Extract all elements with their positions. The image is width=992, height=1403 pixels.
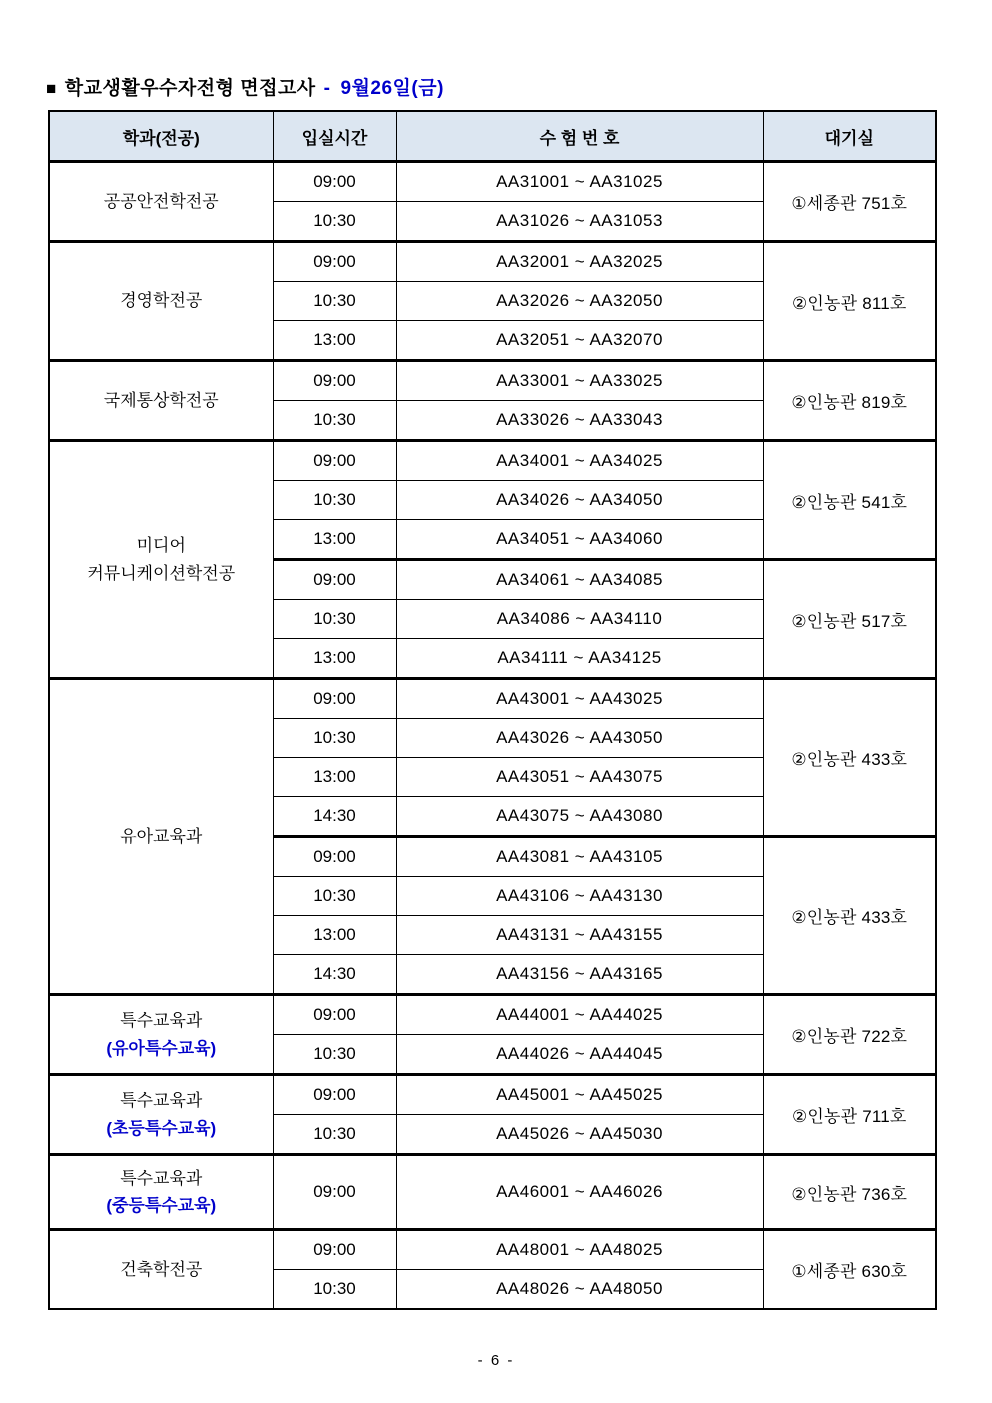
department-subtrack-label: (유아특수교육) [106,1038,217,1058]
entry-time-cell: 09:00 [273,242,396,282]
examinee-number-range-cell: AA43081 ~ AA43105 [396,837,763,877]
waiting-room-cell: ②인농관 433호 [763,679,936,837]
examinee-number-range-cell: AA43001 ~ AA43025 [396,679,763,719]
examinee-number-range-cell: AA34111 ~ AA34125 [396,639,763,679]
examinee-number-range-cell: AA32001 ~ AA32025 [396,242,763,282]
department-name-label: 건축학전공 [120,1259,203,1279]
entry-time-cell: 13:00 [273,321,396,361]
examinee-number-range-cell: AA32026 ~ AA32050 [396,282,763,321]
interview-schedule-table [48,110,937,1310]
entry-time-cell: 14:30 [273,797,396,837]
entry-time-cell: 09:00 [273,995,396,1035]
entry-time-cell: 14:30 [273,955,396,995]
entry-time-cell: 09:00 [273,560,396,600]
department-name-label: 커뮤니케이션학전공 [87,563,236,583]
department-cell [49,441,273,679]
schedule-row [49,242,936,282]
title-separator: - [323,78,331,99]
examinee-number-range-cell: AA45001 ~ AA45025 [396,1075,763,1115]
department-cell [49,162,273,242]
department-cell [49,1230,273,1310]
waiting-room-cell: ②인농관 722호 [763,995,936,1075]
examinee-number-range-cell: AA33001 ~ AA33025 [396,361,763,401]
examinee-number-range-cell: AA31001 ~ AA31025 [396,162,763,202]
department-subtrack-label: (중등특수교육) [106,1196,217,1215]
department-name-label: 국제통상학전공 [103,390,219,410]
waiting-room-cell: ②인농관 433호 [763,837,936,995]
table-header-row [49,111,936,162]
schedule-row [49,679,936,719]
entry-time-cell: 09:00 [273,837,396,877]
department-name-label: 유아교육과 [120,826,203,846]
examinee-number-range-cell: AA31026 ~ AA31053 [396,202,763,242]
waiting-room-cell: ②인농관 541호 [763,441,936,560]
header-waiting-room: 대기실 [763,111,936,162]
department-cell [49,679,273,995]
entry-time-cell: 13:00 [273,758,396,797]
table-body [49,162,936,1310]
examinee-number-range-cell: AA45026 ~ AA45030 [396,1115,763,1155]
department-name-label: 공공안전학전공 [103,191,219,211]
entry-time-cell: 09:00 [273,1075,396,1115]
department-name-label: 특수교육과 [120,1168,203,1188]
department-cell [49,242,273,361]
entry-time-cell: 10:30 [273,1115,396,1155]
entry-time-cell: 10:30 [273,282,396,321]
title-text: 학교생활우수자전형 면접고사 [64,78,316,99]
entry-time-cell: 10:30 [273,1035,396,1075]
entry-time-cell: 09:00 [273,162,396,202]
waiting-room-cell: ②인농관 819호 [763,361,936,441]
examinee-number-range-cell: AA48026 ~ AA48050 [396,1270,763,1310]
examinee-number-range-cell: AA43075 ~ AA43080 [396,797,763,837]
examinee-number-range-cell: AA43156 ~ AA43165 [396,955,763,995]
examinee-number-range-cell: AA34001 ~ AA34025 [396,441,763,481]
department-cell [49,361,273,441]
department-cell [49,1075,273,1155]
department-cell [49,995,273,1075]
entry-time-cell: 13:00 [273,639,396,679]
examinee-number-range-cell: AA48001 ~ AA48025 [396,1230,763,1270]
waiting-room-cell: ①세종관 630호 [763,1230,936,1310]
examinee-number-range-cell: AA34061 ~ AA34085 [396,560,763,600]
schedule-row [49,162,936,202]
schedule-row [49,1075,936,1115]
entry-time-cell: 10:30 [273,719,396,758]
department-subtrack-label: (초등특수교육) [106,1118,217,1138]
waiting-room-cell: ②인농관 736호 [763,1155,936,1230]
examinee-number-range-cell: AA46001 ~ AA46026 [396,1155,763,1230]
entry-time-cell: 13:00 [273,916,396,955]
header-examinee-number: 수 험 번 호 [396,111,763,162]
square-bullet-icon: ■ [46,79,57,98]
entry-time-cell: 10:30 [273,600,396,639]
entry-time-cell: 13:00 [273,520,396,560]
entry-time-cell: 10:30 [273,481,396,520]
examinee-number-range-cell: AA32051 ~ AA32070 [396,321,763,361]
page-number: - 6 - [477,1352,515,1369]
entry-time-cell: 10:30 [273,202,396,242]
schedule-row [49,1155,936,1230]
entry-time-cell: 10:30 [273,1270,396,1310]
schedule-row [49,361,936,401]
schedule-row [49,1230,936,1270]
waiting-room-cell: ②인농관 517호 [763,560,936,679]
waiting-room-cell: ②인농관 811호 [763,242,936,361]
department-name-label: 특수교육과 [120,1011,203,1031]
department-cell [49,1155,273,1230]
entry-time-cell: 10:30 [273,877,396,916]
entry-time-cell: 10:30 [273,401,396,441]
schedule-row [49,441,936,481]
header-department: 학과(전공) [49,111,273,162]
examinee-number-range-cell: AA34026 ~ AA34050 [396,481,763,520]
document-title [46,73,444,100]
entry-time-cell: 09:00 [273,1155,396,1230]
examinee-number-range-cell: AA43131 ~ AA43155 [396,916,763,955]
department-name-label: 경영학전공 [120,291,203,311]
department-name-label: 미디어 [136,536,186,556]
examinee-number-range-cell: AA43026 ~ AA43050 [396,719,763,758]
entry-time-cell: 09:00 [273,679,396,719]
examinee-number-range-cell: AA34086 ~ AA34110 [396,600,763,639]
header-entry-time: 입실시간 [273,111,396,162]
entry-time-cell: 09:00 [273,441,396,481]
examinee-number-range-cell: AA44001 ~ AA44025 [396,995,763,1035]
waiting-room-cell: ②인농관 711호 [763,1075,936,1155]
examinee-number-range-cell: AA44026 ~ AA44045 [396,1035,763,1075]
waiting-room-cell: ①세종관 751호 [763,162,936,242]
examinee-number-range-cell: AA34051 ~ AA34060 [396,520,763,560]
entry-time-cell: 09:00 [273,361,396,401]
examinee-number-range-cell: AA43051 ~ AA43075 [396,758,763,797]
entry-time-cell: 09:00 [273,1230,396,1270]
schedule-row [49,995,936,1035]
title-date: 9월26일(금) [340,78,444,99]
examinee-number-range-cell: AA33026 ~ AA33043 [396,401,763,441]
department-name-label: 특수교육과 [120,1091,203,1111]
examinee-number-range-cell: AA43106 ~ AA43130 [396,877,763,916]
